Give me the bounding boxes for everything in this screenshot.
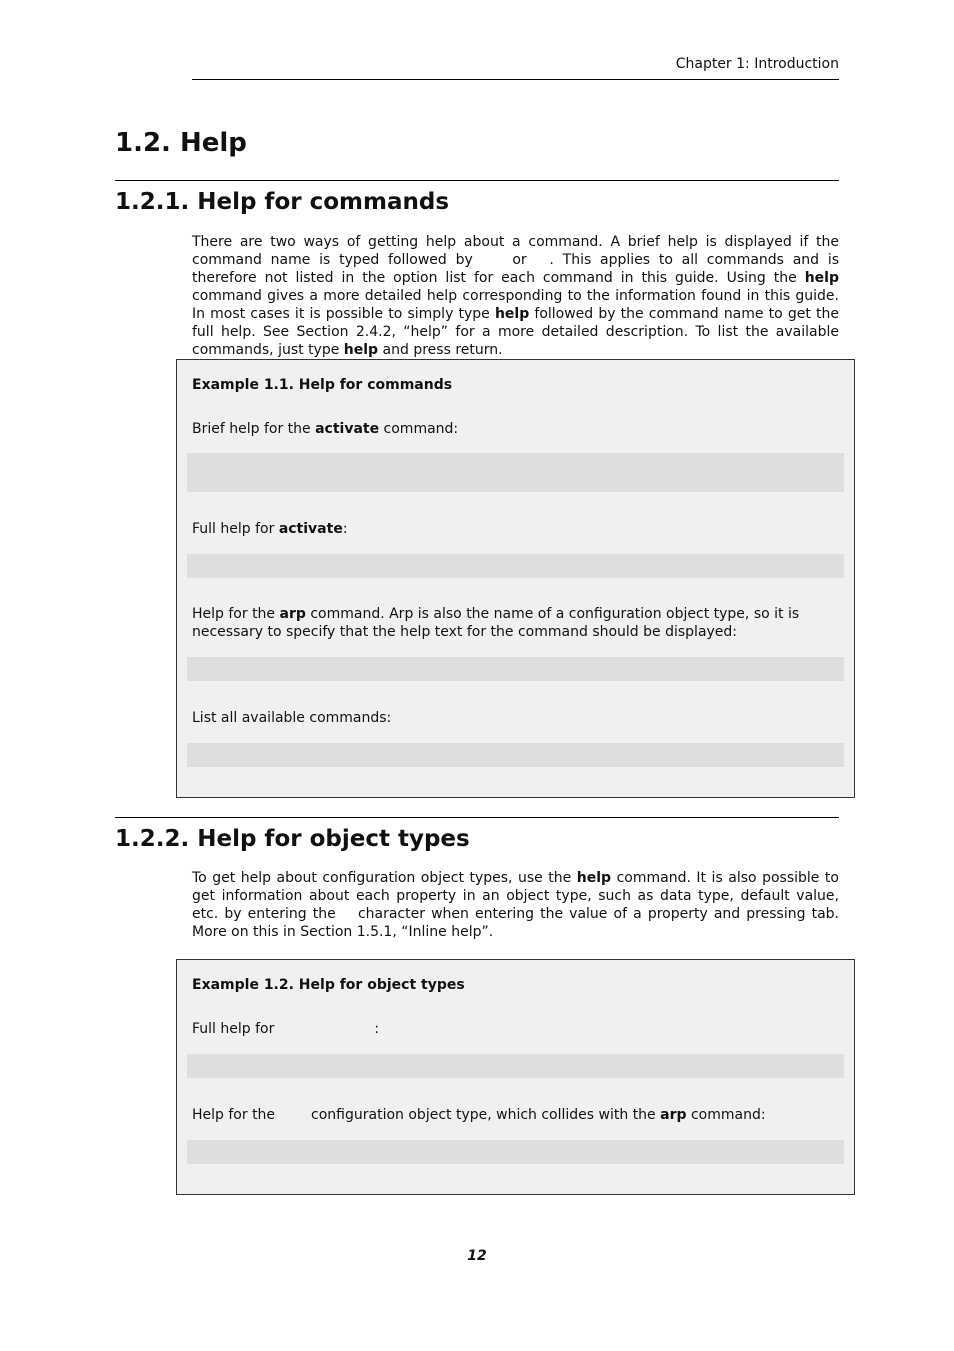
example-text: Help for the arp command. Arp is also the name of a configuration object type, so it is necessary to specify that the help text for the command should be displayed: <box>192 606 800 640</box>
text: command gives a more detailed help corresponding to the information found in this guide. In most cases it is possible to simply type <box>192 288 839 322</box>
example-title: Example 1.2. Help for object types <box>192 977 465 993</box>
code-block <box>187 743 844 767</box>
text: or <box>512 252 527 268</box>
object-types-paragraph: To get help about configuration object types, use the help command. It is also possible to get information about each property in an object type, such as data type, default value, etc. by entering the character when entering the value of a property and pressing tab. More on this in Section 1.5.1, “Inline help”. <box>192 870 839 940</box>
code-block <box>187 657 844 681</box>
example-box-help-for-object-types <box>176 959 855 1195</box>
bold-command: help <box>494 306 530 322</box>
example-text: List all available commands: <box>192 710 392 726</box>
example-box-help-for-commands <box>176 359 855 798</box>
section-heading-help-for-object-types: 1.2.2. Help for object types <box>115 817 839 855</box>
bold-command: activate <box>278 521 343 537</box>
example-title: Example 1.1. Help for commands <box>192 377 453 393</box>
code-block <box>187 1054 844 1078</box>
text: . This applies to all commands and is therefore not listed in the option list for each command in this guide. Using the <box>192 252 840 286</box>
code-block <box>187 554 844 578</box>
section-heading-help: 1.2. Help <box>115 128 247 158</box>
chapter-title: Chapter 1: Introduction <box>675 56 839 72</box>
bold-command: help <box>804 270 840 286</box>
bold-command: arp <box>660 1107 687 1123</box>
example-text: Full help for : <box>192 1021 380 1037</box>
section-heading-help-for-commands: 1.2.1. Help for commands <box>115 180 839 218</box>
code-block <box>187 1140 844 1164</box>
text: and press return. <box>382 342 503 358</box>
text: There are two ways of getting help about a command. A brief help is displayed if the command name is typed followed by <box>192 234 839 268</box>
bold-command: help <box>576 870 612 886</box>
running-header <box>192 55 839 80</box>
commands-paragraph <box>192 233 839 359</box>
example-text: Brief help for the activate command: <box>192 421 459 437</box>
bold-command: help <box>343 342 379 358</box>
text: followed by the command name to get the full help. See Section 2.4.2, “help” for a more detailed description. To list the available commands, just type <box>192 306 839 358</box>
bold-command: arp <box>279 606 306 622</box>
example-text: Help for the configuration object type, which collides with the arp command: <box>192 1107 766 1123</box>
code-block <box>187 453 844 492</box>
page-number: 12 <box>467 1248 487 1264</box>
bold-command: activate <box>315 421 380 437</box>
example-text: Full help for activate: <box>192 521 348 537</box>
